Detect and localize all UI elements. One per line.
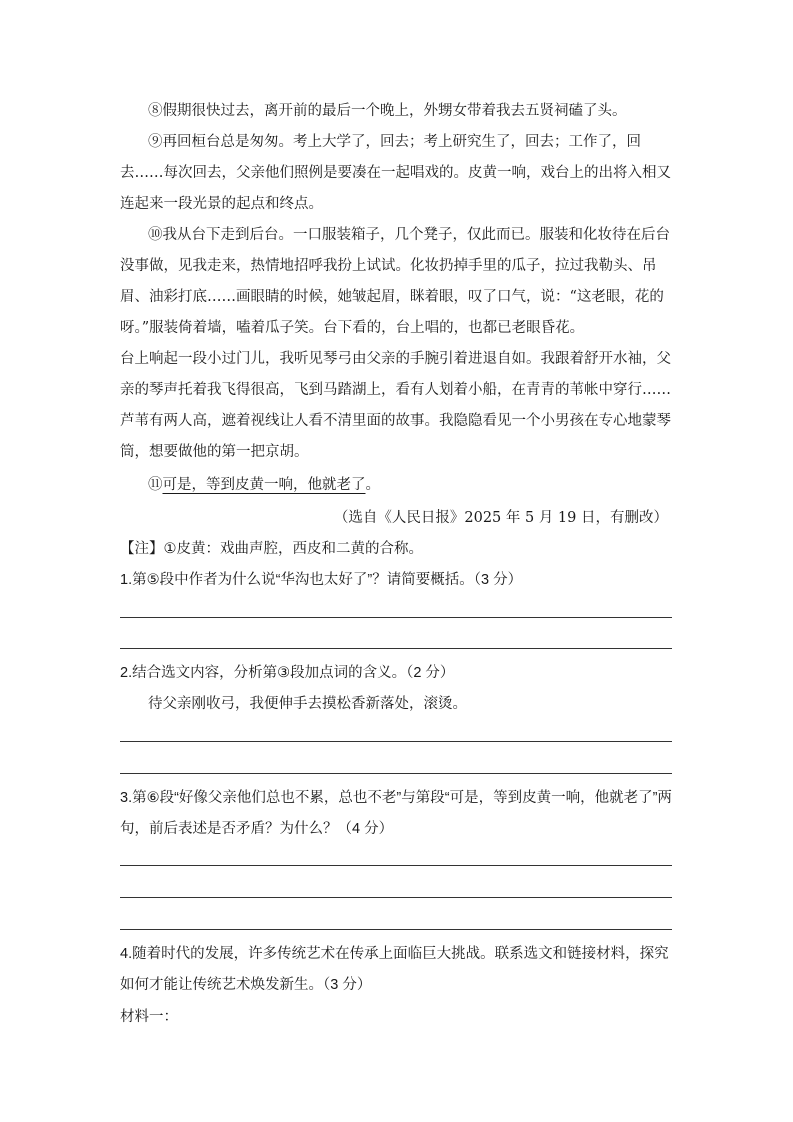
question-2: 2.结合选文内容，分析第③段加点词的含义。（2 分）: [120, 665, 455, 681]
paragraph-8: ⑧假期很快过去，离开前的最后一个晚上，外甥女带着我去五贤祠磕了头。: [148, 103, 627, 119]
question-2-quote: 待父亲刚收弓，我便伸手去摸松香新落处，滚烫。: [148, 696, 467, 712]
footnote: 【注】①皮黄：戏曲声腔，西皮和二黄的合称。: [120, 541, 423, 557]
question-4: 4.随着时代的发展，许多传统艺术在传承上面临巨大挑战。联系选文和链接材料，探究如何才能让传统艺术焕发新生。（3 分）: [120, 946, 669, 993]
paragraph-10-continued: 台上响起一段小过门儿，我听见琴弓由父亲的手腕引着进退自如。我跟着舒开水袖，父亲的琴声托着我飞得很高，飞到马踏湖上，看有人划着小船，在青青的苇帐中穿行……芦苇有两人高，遮着视线让人看不清里面的故事。我隐隐看见一个小男孩在专心地蒙琴筒，想要做他的第一把京胡。: [120, 351, 671, 460]
answer-line[interactable]: [120, 865, 672, 866]
paragraph-11-number: ⑪: [148, 477, 163, 493]
answer-line[interactable]: [120, 773, 672, 774]
answer-line[interactable]: [120, 741, 672, 742]
material-label: 材料一：: [120, 1009, 178, 1025]
answer-line[interactable]: [120, 617, 672, 618]
paragraph-11-period: 。: [365, 477, 380, 493]
paragraph-10: ⑩我从台下走到后台。一口服装箱子，几个凳子，仅此而已。服装和化妆待在后台没事做，见我走来，热情地招呼我扮上试试。化妆扔掉手里的瓜子，拉过我勒头、吊眉、油彩打底……画眼睛的时候，她皱起眉，眯着眼，叹了口气，说：“这老眼，花的呀。”服装倚着墙，嗑着瓜子笑。台下看的，台上唱的，也都已老眼昏花。: [120, 227, 670, 336]
paragraph-11: [120, 470, 674, 501]
answer-line[interactable]: [120, 897, 672, 898]
question-1: 1.第⑤段中作者为什么说“华沟也太好了”？请简要概括。（3 分）: [120, 572, 523, 588]
paragraph-11-underlined-sentence: 可是，等到皮黄一响，他就老了: [162, 477, 366, 493]
answer-line[interactable]: [120, 648, 672, 649]
question-3: 3.第⑥段“好像父亲他们总也不累，总也不老”与第段“可是，等到皮黄一响，他就老了”两句，前后表述是否矛盾？为什么？（4 分）: [120, 790, 672, 837]
source-citation: （选自《人民日报》2025 年 5 月 19 日，有删改）: [333, 510, 668, 526]
paragraph-9: ⑨再回桓台总是匆匆。考上大学了，回去；考上研究生了，回去；工作了，回去……每次回去，父亲他们照例是要凑在一起唱戏的。皮黄一响，戏台上的出将入相又连起来一段光景的起点和终点。: [120, 134, 671, 212]
answer-line[interactable]: [120, 929, 672, 930]
